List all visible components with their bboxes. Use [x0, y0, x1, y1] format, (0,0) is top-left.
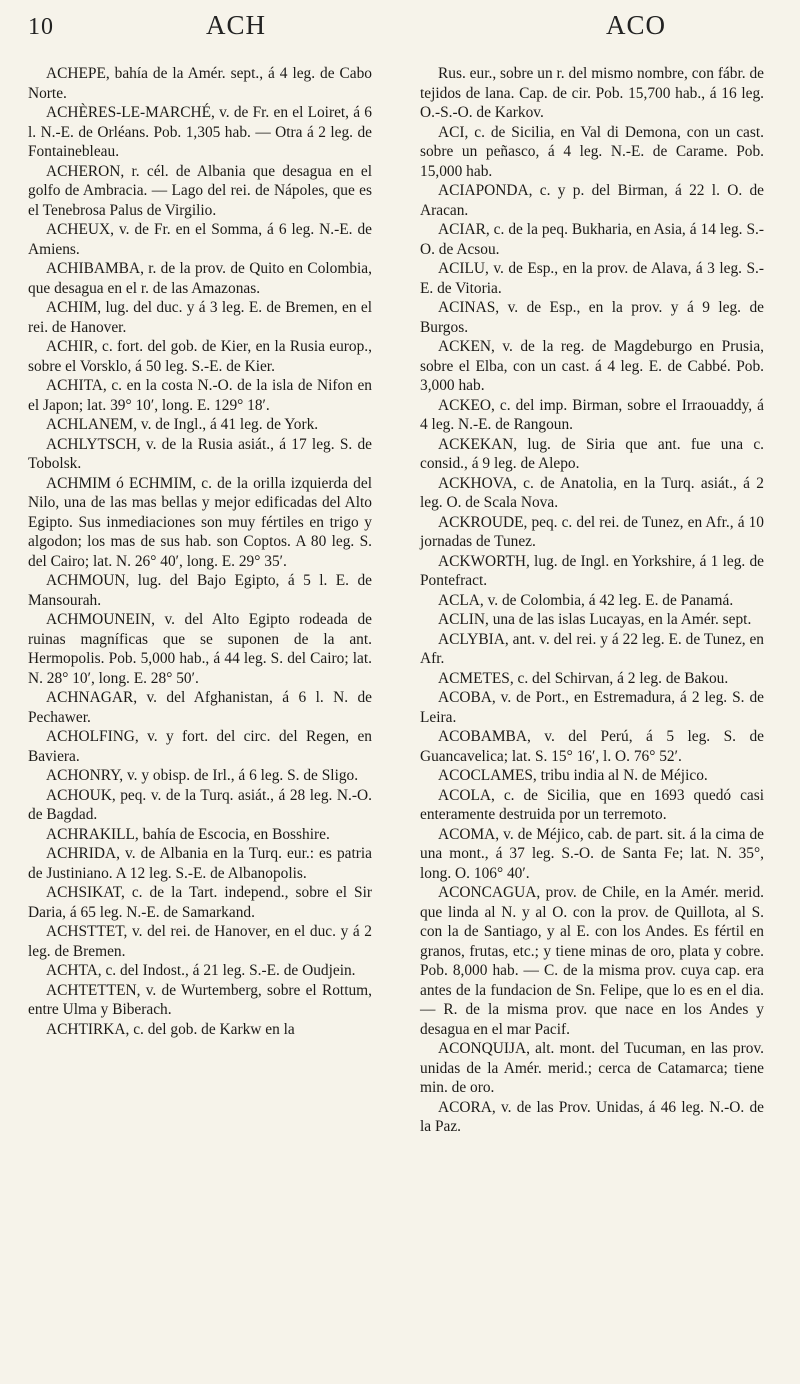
gazetteer-entry: ACORA, v. de las Prov. Unidas, á 46 leg. N.-O. de la Paz.	[420, 1098, 764, 1135]
gazetteer-entry: ACOLA, c. de Sicilia, que en 1693 quedó casi enteramente destruida por un terremoto.	[420, 786, 764, 823]
gazetteer-entry: ACLA, v. de Colombia, á 42 leg. E. de Panamá.	[438, 591, 734, 609]
gazetteer-entry: ACHTETTEN, v. de Wurtemberg, sobre el Rottum, entre Ulma y Biberach.	[28, 981, 372, 1018]
gazetteer-entry: ACHMOUNEIN, v. del Alto Egipto rodeada de ruinas magníficas que se suponen de la ant. Hermopolis. Pob. 5,000 hab., á 44 leg. S. del Cairo; lat. N. 28° 10′, long. E. 28° 50′.	[28, 611, 372, 687]
gazetteer-entry: ACLYBIA, ant. v. del rei. y á 22 leg. E. de Tunez, en Afr.	[420, 630, 764, 667]
gazetteer-entry: ACHNAGAR, v. del Afghanistan, á 6 l. N. de Pechawer.	[28, 689, 372, 726]
gazetteer-entry: ACONCAGUA, prov. de Chile, en la Amér. merid. que linda al N. y al O. con la prov. de Quillota, al S. con la de Santiago, y al E. con los Andes. Es fértil en granos, frutas, etc.; y tiene minas de oro, plata y cobre. Pob. 8,000 hab. — C. de la misma prov. cuya cap. era antes de la fundacion de Sn. Felipe, que lo es en el dia. — R. de la misma prov. que nace en los Andes y desagua en el mar Pacif.	[420, 884, 764, 1038]
gazetteer-entry: ACKHOVA, c. de Anatolia, en la Turq. asiát., á 2 leg. O. de Scala Nova.	[420, 474, 764, 511]
gazetteer-entry: ACHÈRES-LE-MARCHÉ, v. de Fr. en el Loiret, á 6 l. N.-E. de Orléans. Pob. 1,305 hab. — Otra á 2 leg. de Fontainebleau.	[28, 104, 372, 160]
gazetteer-entry: ACHERON, r. cél. de Albania que desagua en el golfo de Ambracia. — Lago del rei. de Nápoles, que es el Tenebrosa Palus de Virgilio.	[28, 162, 372, 219]
right-running-head: ACO	[606, 10, 667, 40]
gazetteer-entry: ACOMA, v. de Méjico, cab. de part. sit. á la cima de una mont., á 37 leg. S.-O. de Santa Fe; lat. N. 35°, long. O. 106° 40′.	[420, 825, 764, 882]
gazetteer-entry: ACKEN, v. de la reg. de Magdeburgo en Prusia, sobre el Elba, con un cast. á 4 leg. E. de Cabbé. Pob. 3,000 hab.	[420, 338, 764, 394]
left-column	[28, 64, 372, 1039]
gazetteer-entry: ACOBA, v. de Port., en Estremadura, á 2 leg. S. de Leira.	[420, 689, 764, 726]
gazetteer-entry: ACKROUDE, peq. c. del rei. de Tunez, en Afr., á 10 jornadas de Tunez.	[420, 513, 764, 550]
gazetteer-entry: ACHONRY, v. y obisp. de Irl., á 6 leg. S. de Sligo.	[46, 767, 359, 784]
gazetteer-entry: ACOBAMBA, v. del Perú, á 5 leg. S. de Guancavelica; lat. S. 15° 16′, l. O. 76° 52′.	[420, 728, 764, 765]
gazetteer-entry: ACHTA, c. del Indost., á 21 leg. S.-E. de Oudjein.	[46, 962, 356, 979]
gazetteer-entry: ACHIR, c. fort. del gob. de Kier, en la Rusia europ., sobre el Vorsklo, á 50 leg. S.-E. de Kier.	[28, 338, 372, 375]
gazetteer-entry: ACHLANEM, v. de Ingl., á 41 leg. de York.	[46, 416, 319, 433]
gazetteer-entry: ACHMOUN, lug. del Bajo Egipto, á 5 l. E. de Mansourah.	[28, 572, 372, 609]
gazetteer-entry: ACIAR, c. de la peq. Bukharia, en Asia, á 14 leg. S.-O. de Acsou.	[420, 221, 764, 258]
gazetteer-entry: ACHEUX, v. de Fr. en el Somma, á 6 leg. N.-E. de Amiens.	[28, 221, 372, 258]
gazetteer-entry: ACKEO, c. del imp. Birman, sobre el Irraouaddy, á 4 leg. N.-E. de Rangoun.	[420, 396, 764, 433]
gazetteer-entry: ACIAPONDA, c. y p. del Birman, á 22 l. O. de Aracan.	[420, 182, 764, 219]
gazetteer-entry: ACHIM, lug. del duc. y á 3 leg. E. de Bremen, en el rei. de Hanover.	[28, 299, 372, 336]
gazetteer-entry: Rus. eur., sobre un r. del mismo nombre, con fábr. de tejidos de lana. Cap. de cir. Pob. 15,700 hab., á 16 leg. O.-S.-O. de Karkov.	[420, 65, 764, 121]
left-running-head: ACH	[206, 10, 267, 40]
gazetteer-entry: ACHRIDA, v. de Albania en la Turq. eur.: es patria de Justiniano. A 12 leg. S.-E. de Albanopolis.	[28, 845, 372, 882]
gazetteer-entry: ACHMIM ó ECHMIM, c. de la orilla izquierda del Nilo, una de las mas bellas y mejor edificadas del Alto Egipto. Sus inmediaciones son muy fértiles en trigo y algodon; los mas de sus hab. son Coptos. A 80 leg. S. del Cairo; lat. N. 26° 40′, long. E. 29° 35′.	[28, 474, 372, 570]
right-column	[420, 64, 764, 1137]
gazetteer-entry: ACILU, v. de Esp., en la prov. de Alava, á 3 leg. S.-E. de Vitoria.	[420, 260, 764, 297]
page-number: 10	[28, 14, 54, 40]
gazetteer-entry: ACKWORTH, lug. de Ingl. en Yorkshire, á 1 leg. de Pontefract.	[420, 552, 764, 589]
gazetteer-entry: ACLIN, una de las islas Lucayas, en la Amér. sept.	[438, 611, 752, 628]
gazetteer-entry: ACHOUK, peq. v. de la Turq. asiát., á 28 leg. N.-O. de Bagdad.	[28, 786, 372, 823]
gazetteer-entry: ACI, c. de Sicilia, en Val di Demona, con un cast. sobre un peñasco, á 4 leg. N.-E. de Carame. Pob. 15,000 hab.	[420, 123, 764, 180]
gazetteer-entry: ACHLYTSCH, v. de la Rusia asiát., á 17 leg. S. de Tobolsk.	[28, 435, 372, 472]
gazetteer-entry: ACHIBAMBA, r. de la prov. de Quito en Colombia, que desagua en el r. de las Amazonas.	[28, 260, 372, 297]
gazetteer-entry: ACHSTTET, v. del rei. de Hanover, en el duc. y á 2 leg. de Bremen.	[28, 923, 372, 960]
gazetteer-entry: ACHTIRKA, c. del gob. de Karkw en la	[46, 1020, 295, 1038]
gazetteer-entry: ACOCLAMES, tribu india al N. de Méjico.	[438, 767, 708, 784]
page-header	[28, 10, 772, 56]
gazetteer-entry: ACINAS, v. de Esp., en la prov. y á 9 leg. de Burgos.	[420, 299, 764, 336]
gazetteer-entry: ACHSIKAT, c. de la Tart. independ., sobre el Sir Daria, á 65 leg. N.-E. de Samarkand.	[28, 884, 372, 921]
gazetteer-entry: ACHITA, c. en la costa N.-O. de la isla de Nifon en el Japon; lat. 39° 10′, long. E. 129° 18′.	[28, 377, 372, 414]
gazetteer-entry: ACONQUIJA, alt. mont. del Tucuman, en las prov. unidas de la Amér. merid.; cerca de Catamarca; tiene min. de oro.	[420, 1040, 764, 1096]
gazetteer-entry: ACHOLFING, v. y fort. del circ. del Regen, en Baviera.	[28, 728, 372, 765]
gazetteer-entry: ACHEPE, bahía de la Amér. sept., á 4 leg. de Cabo Norte.	[28, 65, 372, 102]
gazetteer-entry: ACMETES, c. del Schirvan, á 2 leg. de Bakou.	[438, 669, 729, 687]
gazetteer-entry: ACHRAKILL, bahía de Escocia, en Bosshire.	[46, 825, 330, 843]
gazetteer-entry: ACKEKAN, lug. de Siria que ant. fue una c. consid., á 9 leg. de Alepo.	[420, 435, 764, 472]
